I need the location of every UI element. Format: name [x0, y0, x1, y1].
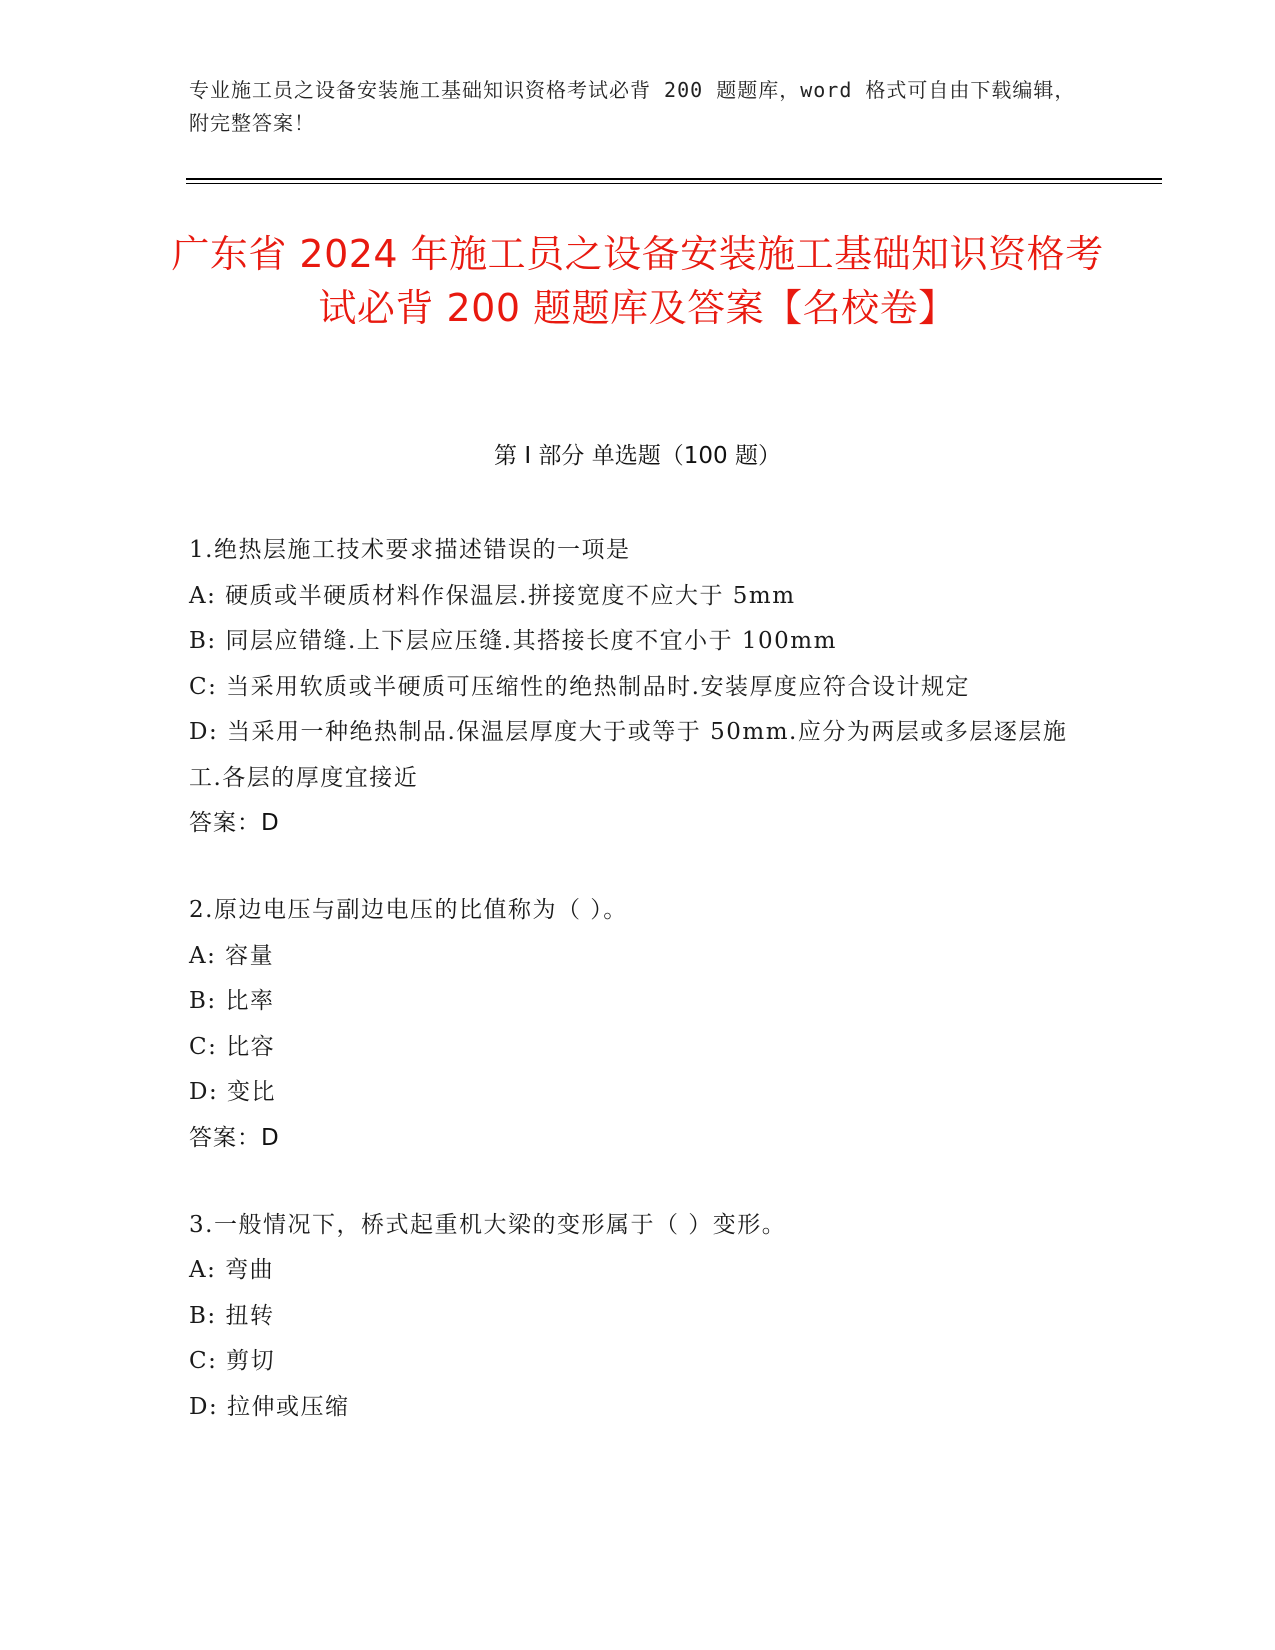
question-3	[189, 1203, 1089, 1431]
header-divider-thin	[186, 183, 1162, 184]
question-stem: 1.绝热层施工技术要求描述错误的一项是	[189, 537, 631, 563]
option-b: B: 比率	[189, 988, 275, 1014]
question-1	[189, 528, 1089, 846]
option-a: A: 弯曲	[189, 1257, 275, 1283]
option-a: A: 硬质或半硬质材料作保温层.拼接宽度不应大于 5mm	[189, 582, 796, 609]
question-stem: 2.原边电压与副边电压的比值称为（ ）。	[189, 897, 628, 923]
header-note: 专业施工员之设备安装施工基础知识资格考试必背 200 题题库，word 格式可自由下载编辑，附完整答案！	[189, 78, 1076, 135]
section-title: 第 I 部分 单选题（100 题）	[494, 443, 781, 469]
option-d: D: 变比	[189, 1079, 277, 1105]
document-title: 广东省 2024 年施工员之设备安装施工基础知识资格考试必背 200 题题库及答案【名校卷】	[171, 232, 1104, 330]
option-a: A: 容量	[189, 942, 275, 969]
answer: 答案：D	[189, 810, 280, 836]
question-2	[189, 888, 1089, 1161]
answer: 答案：D	[189, 1124, 280, 1151]
option-b: B: 扭转	[189, 1302, 275, 1329]
option-d: D: 拉伸或压缩	[189, 1393, 350, 1420]
option-c: C: 剪切	[189, 1348, 276, 1374]
header-divider-thick	[186, 178, 1162, 180]
option-c: C: 当采用软质或半硬质可压缩性的绝热制品时.安装厚度应符合设计规定	[189, 673, 970, 700]
question-list	[189, 528, 1089, 1472]
option-d: D: 当采用一种绝热制品.保温层厚度大于或等于 50mm.应分为两层或多层逐层施工.各层的厚度宜接近	[189, 719, 1068, 791]
option-c: C: 比容	[189, 1033, 276, 1060]
question-stem: 3.一般情况下，桥式起重机大梁的变形属于（ ）变形。	[189, 1211, 787, 1238]
option-b: B: 同层应错缝.上下层应压缝.其搭接长度不宜小于 100mm	[189, 628, 837, 654]
